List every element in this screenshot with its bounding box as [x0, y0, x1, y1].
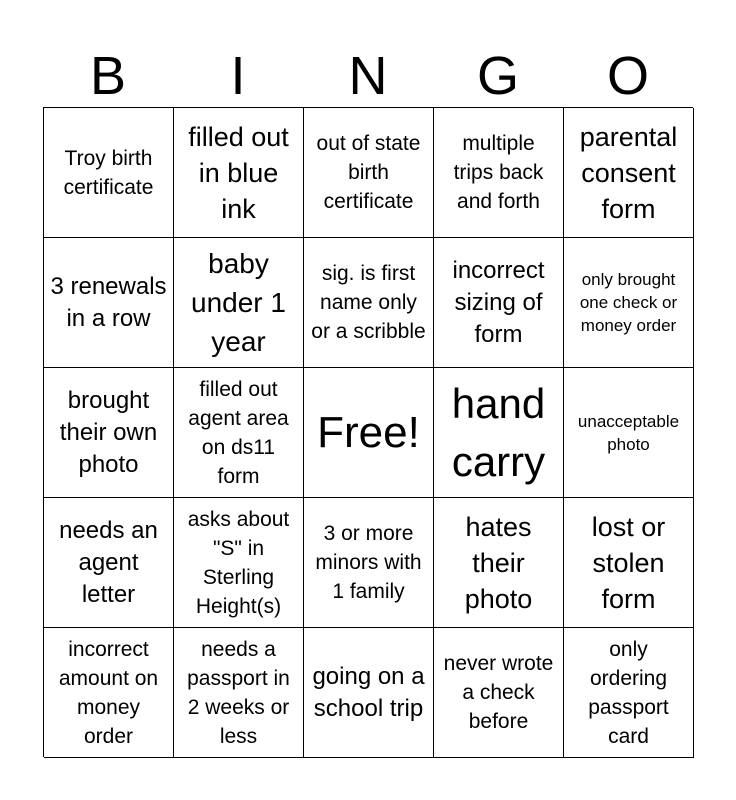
bingo-cell[interactable]	[564, 628, 694, 758]
bingo-cell[interactable]	[434, 238, 564, 368]
bingo-cell[interactable]	[304, 628, 434, 758]
cell-text: baby under 1 year	[191, 248, 286, 357]
bingo-cell[interactable]	[174, 108, 304, 238]
cell-text: brought their own photo	[59, 386, 158, 478]
cell-text: never wrote a check before	[443, 652, 554, 733]
cell-text: going on a school trip	[312, 662, 425, 722]
bingo-cell[interactable]	[304, 498, 434, 628]
free-space-text: Free!	[317, 407, 420, 457]
cell-text: lost or stolen form	[591, 511, 666, 614]
cell-text: asks about "S" in Sterling Height(s)	[187, 507, 290, 618]
header-letter-i: I	[230, 46, 246, 106]
bingo-cell[interactable]	[564, 498, 694, 628]
cell-text: filled out agent area on ds11 form	[188, 377, 289, 488]
cell-text: parental consent form	[579, 121, 678, 224]
bingo-cell[interactable]	[434, 628, 564, 758]
bingo-cell[interactable]	[434, 498, 564, 628]
cell-text: 3 renewals in a row	[50, 272, 167, 332]
bingo-cell[interactable]	[44, 498, 174, 628]
cell-text: unacceptable photo	[577, 411, 680, 454]
header-letter-b: B	[89, 46, 127, 106]
bingo-cell[interactable]	[174, 238, 304, 368]
bingo-cell[interactable]	[174, 498, 304, 628]
bingo-cell[interactable]	[434, 108, 564, 238]
bingo-cell[interactable]	[44, 108, 174, 238]
bingo-cell[interactable]	[174, 368, 304, 498]
bingo-cell[interactable]	[564, 238, 694, 368]
bingo-cell[interactable]	[174, 628, 304, 758]
cell-text: Troy birth certificate	[63, 146, 154, 199]
cell-text: multiple trips back and forth	[453, 132, 544, 213]
cell-text: hates their photo	[464, 511, 533, 614]
cell-text: hand carry	[451, 379, 546, 485]
header-letter-g: G	[476, 46, 519, 106]
header-letter-n: N	[348, 46, 388, 106]
bingo-cell[interactable]	[564, 368, 694, 498]
header-letter-o: O	[606, 46, 649, 106]
cell-text: filled out in blue ink	[188, 121, 289, 224]
bingo-cell[interactable]	[44, 628, 174, 758]
bingo-cell[interactable]	[44, 368, 174, 498]
cell-text: out of state birth certificate	[316, 132, 421, 213]
bingo-header	[43, 45, 693, 107]
cell-text: only ordering passport card	[588, 637, 669, 748]
cell-text: sig. is first name only or a scribble	[311, 262, 426, 343]
cell-text: incorrect amount on money order	[58, 637, 159, 748]
cell-text: incorrect sizing of form	[452, 256, 545, 348]
bingo-cell[interactable]	[564, 108, 694, 238]
cell-text: only brought one check or money order	[579, 270, 678, 335]
cell-text: needs a passport in 2 weeks or less	[187, 637, 290, 748]
bingo-cell[interactable]	[304, 108, 434, 238]
bingo-cell[interactable]	[44, 238, 174, 368]
bingo-cell[interactable]	[434, 368, 564, 498]
bingo-grid	[43, 107, 693, 757]
free-space-cell[interactable]	[304, 368, 434, 498]
bingo-cell[interactable]	[304, 238, 434, 368]
cell-text: 3 or more minors with 1 family	[315, 522, 422, 603]
cell-text: needs an agent letter	[59, 516, 158, 608]
